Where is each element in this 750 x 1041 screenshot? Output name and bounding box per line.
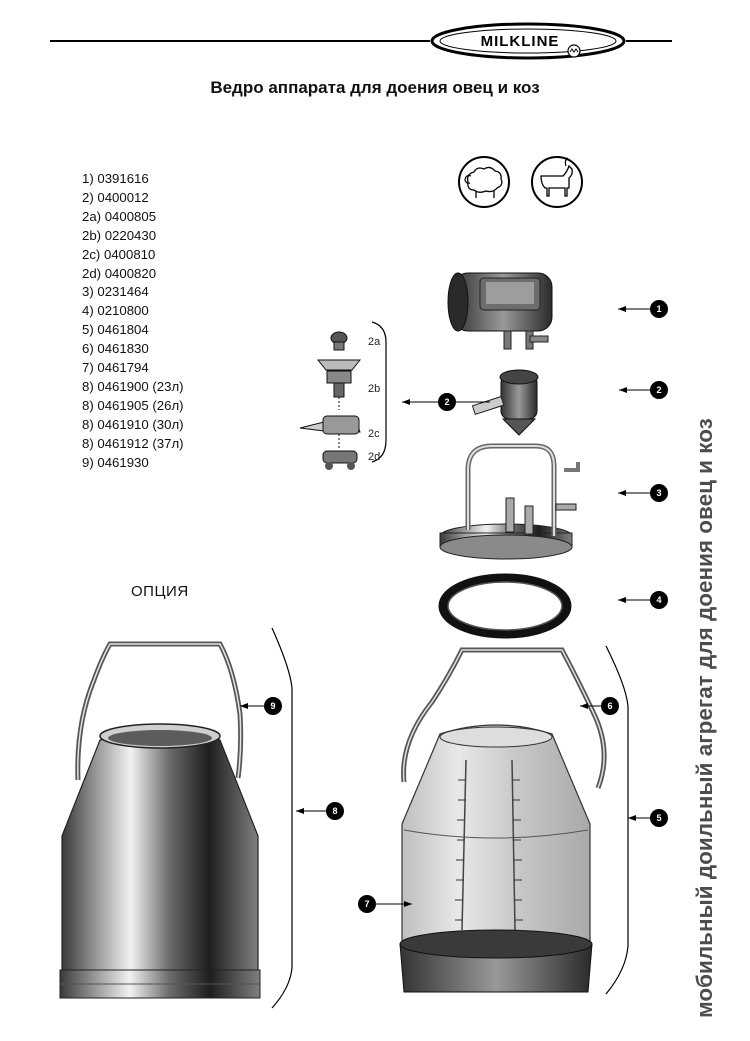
- sheep-icon: [459, 157, 509, 207]
- page-title: Ведро аппарата для доения овец и коз: [210, 78, 540, 97]
- parts-list-item: 2a) 0400805: [82, 208, 157, 224]
- steel-bucket-part-8: [60, 724, 260, 998]
- parts-list-item: 5) 0461804: [82, 322, 149, 338]
- gasket-part-4: [443, 578, 567, 634]
- bucket-8-bracket: [272, 628, 292, 1008]
- svg-text:9: 9: [270, 701, 276, 711]
- goat-icon: [532, 157, 582, 207]
- parts-list-item: 9) 0461930: [82, 454, 149, 470]
- callout-5: [628, 809, 668, 827]
- parts-list-item: 2d) 0400820: [82, 265, 157, 281]
- side-caption: мобильный доильный агрегат для доения овец и коз: [692, 418, 717, 1018]
- parts-list-item: 2) 0400012: [82, 189, 149, 205]
- logo-text: MILKLINE: [480, 33, 560, 50]
- label-2a: 2a: [368, 336, 381, 348]
- pulsator-part-1: [448, 273, 552, 349]
- callout-8: [296, 802, 344, 820]
- parts-list-item: 6) 0461830: [82, 341, 149, 357]
- parts-list-item: 4) 0210800: [82, 303, 149, 319]
- svg-text:1: 1: [656, 304, 662, 314]
- parts-list-item: 2b) 0220430: [82, 227, 157, 243]
- label-2d: 2d: [368, 451, 381, 463]
- label-2b: 2b: [368, 383, 381, 395]
- svg-text:5: 5: [656, 813, 662, 823]
- callout-4: [618, 591, 668, 609]
- svg-text:7: 7: [364, 899, 370, 909]
- parts-list-item: 8) 0461905 (26л): [82, 397, 184, 413]
- option-label: ОПЦИЯ: [131, 583, 189, 600]
- svg-text:2: 2: [656, 385, 662, 395]
- svg-text:6: 6: [607, 701, 613, 711]
- milkline-logo: [432, 24, 624, 58]
- callout-1: [618, 300, 668, 318]
- parts-list-item: 2c) 0400810: [82, 246, 156, 262]
- clear-bucket-part-5: [400, 725, 592, 992]
- svg-text:3: 3: [656, 488, 662, 498]
- parts-list-item: 8) 0461900 (23л): [82, 378, 184, 394]
- callout-3: [618, 484, 668, 502]
- svg-text:4: 4: [656, 595, 662, 605]
- parts-list-item: 3) 0231464: [82, 284, 149, 300]
- label-2c: 2c: [368, 428, 380, 440]
- parts-list-item: 7) 0461794: [82, 360, 149, 376]
- parts-list-item: 1) 0391616: [82, 171, 149, 186]
- parts-list: [82, 170, 184, 473]
- callout-9: [240, 697, 282, 715]
- parts-list-item: 8) 0461912 (37л): [82, 435, 184, 451]
- lid-part-3: [440, 446, 578, 559]
- callout-2-claw: [619, 381, 668, 399]
- svg-text:2: 2: [444, 397, 450, 407]
- svg-text:8: 8: [332, 806, 338, 816]
- claw-exploded-view: [300, 332, 360, 470]
- parts-list-item: 8) 0461910 (30л): [82, 416, 184, 432]
